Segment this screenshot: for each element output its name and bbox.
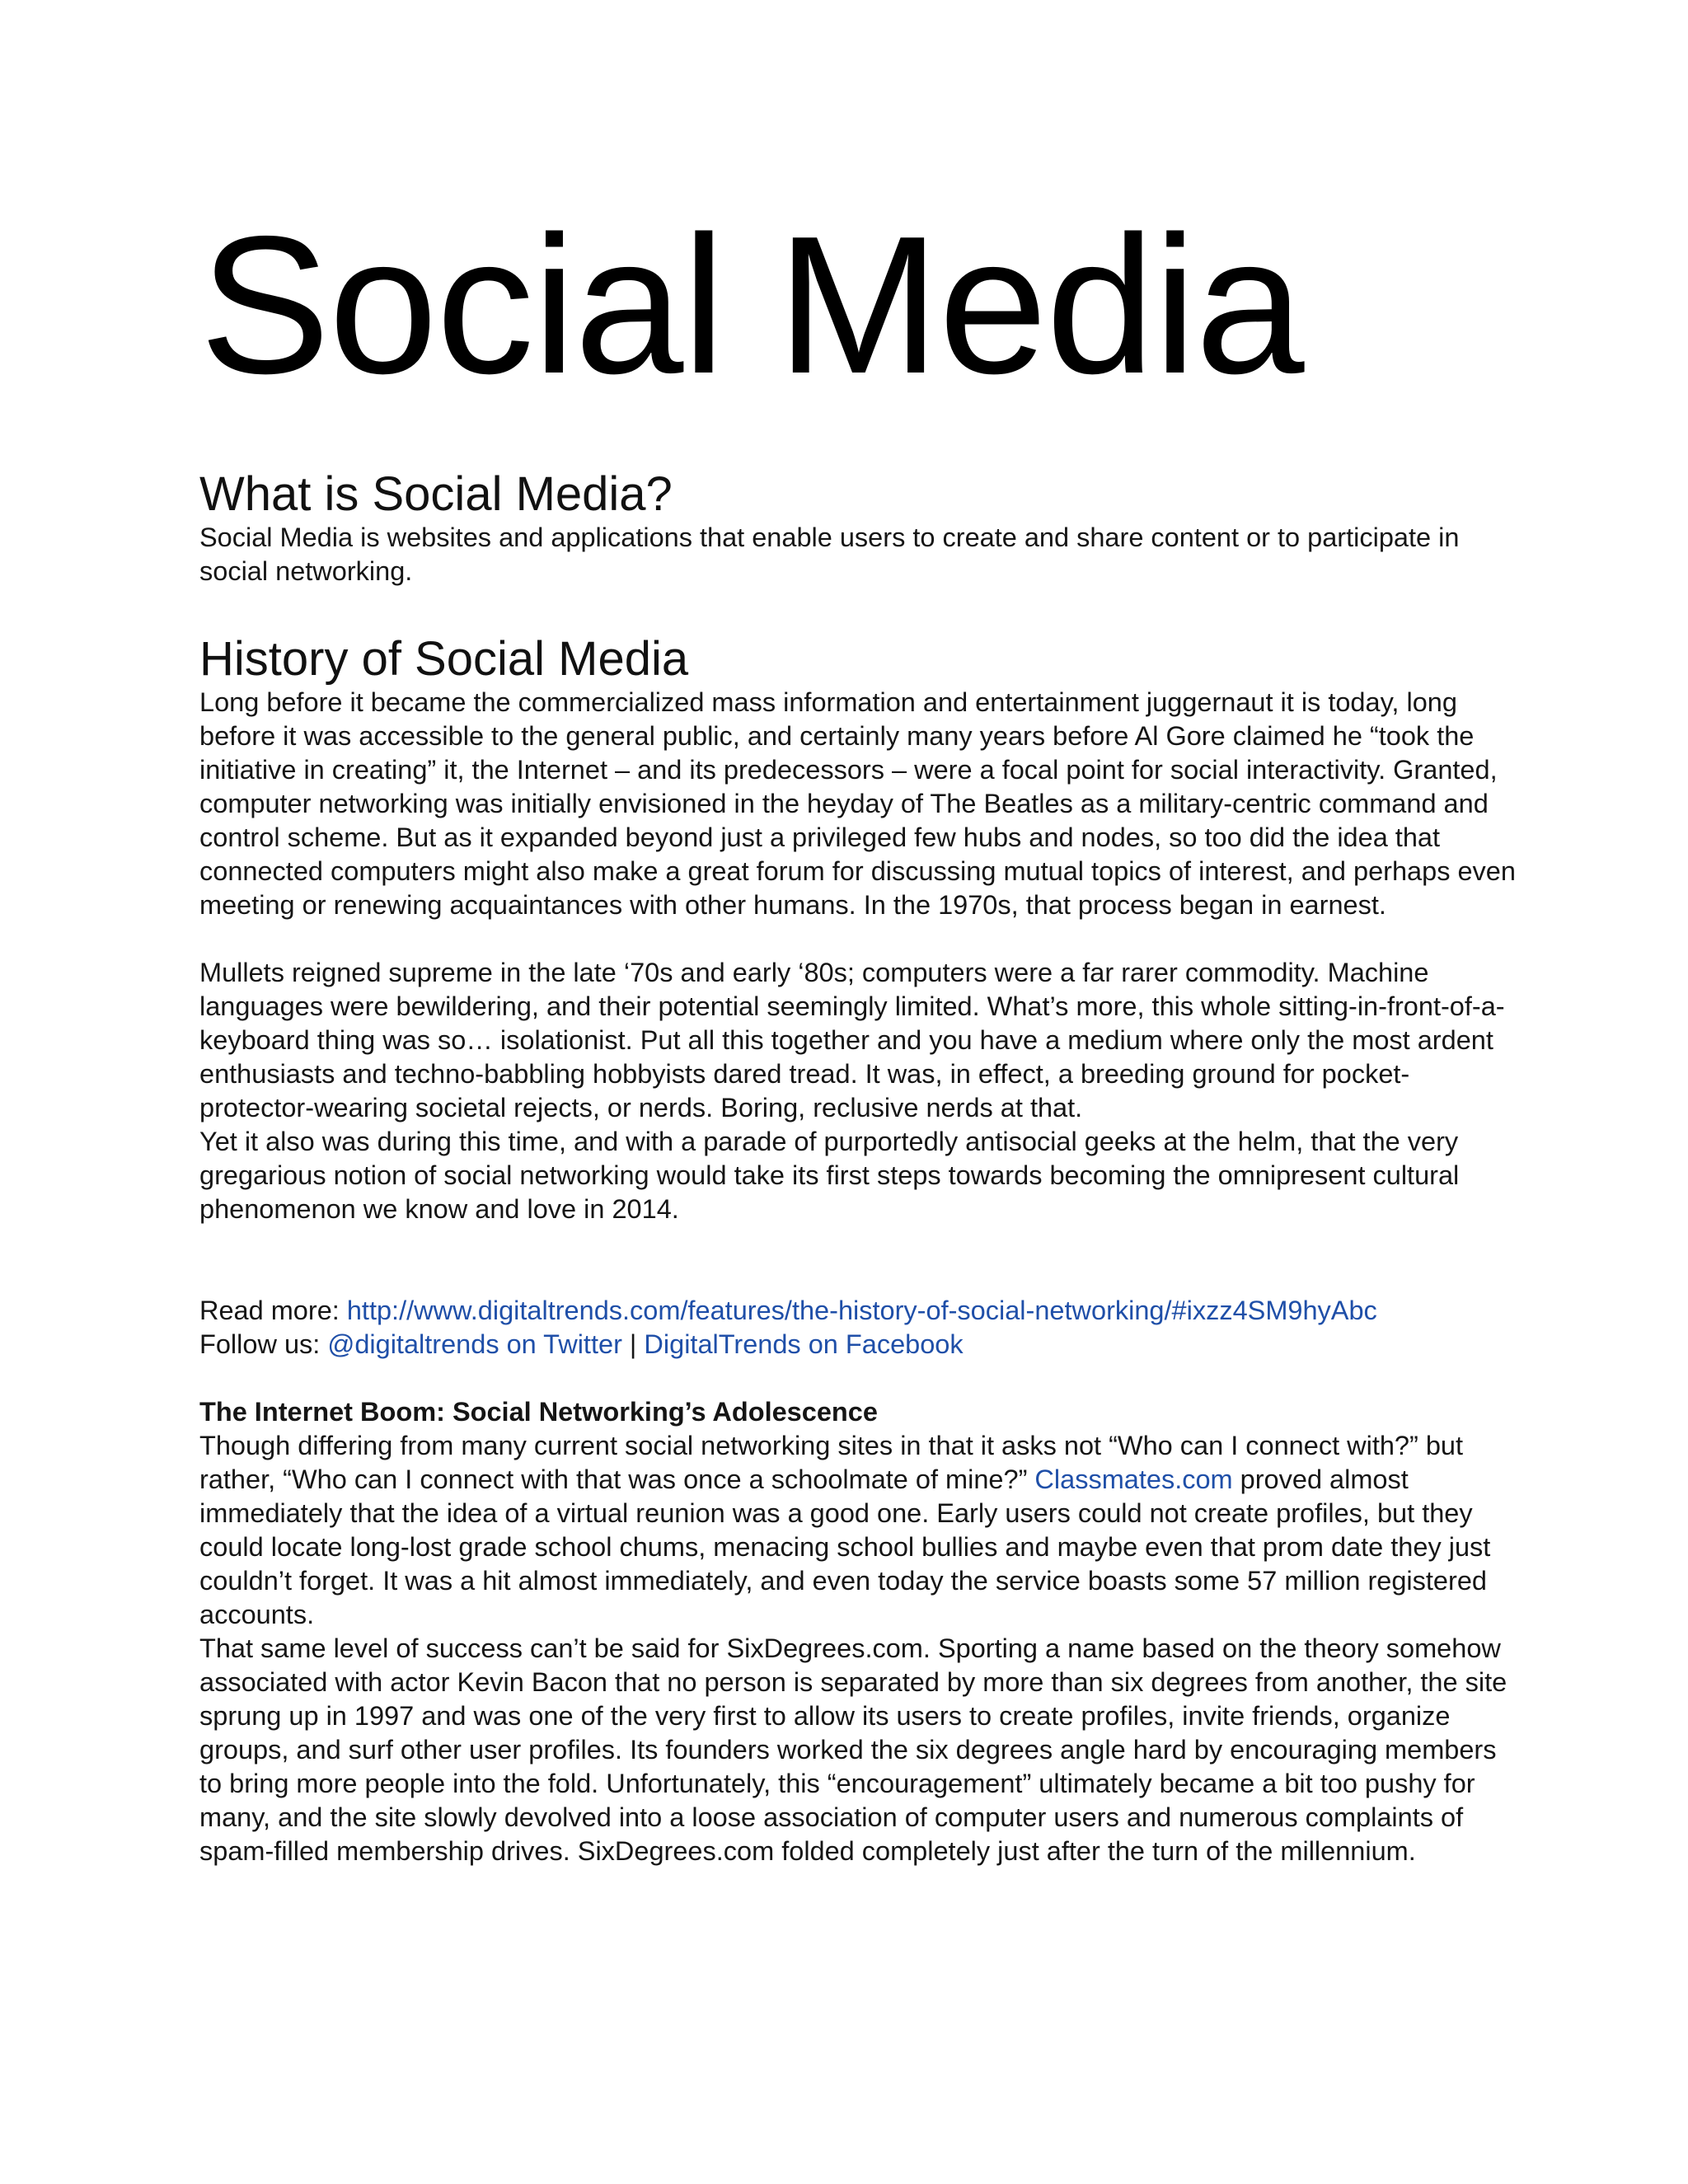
read-more-label: Read more: [199,1295,347,1325]
facebook-link[interactable]: DigitalTrends on Facebook [644,1329,964,1359]
document-body [199,196,1518,1868]
section-heading-history: History of Social Media [199,631,689,686]
read-more-line [199,1294,1518,1328]
follow-separator: | [621,1329,645,1359]
page-title: Social Media [199,196,1303,415]
twitter-link[interactable]: @digitaltrends on Twitter [327,1329,622,1359]
section-heading-internet-boom: The Internet Boom: Social Networking’s Adolescence [199,1396,878,1427]
classmates-link[interactable]: Classmates.com [1034,1464,1233,1494]
classmates-text-after: proved almost immediately that the idea of a virtual reunion was a good one. Early users could not create profiles, but they could locate long-lost grade school chums, menacing school bullies and maybe even that prom date they just couldn’t forget. It was a hit almost immediately, and even today the service boasts some 57 million registered accounts. [199,1464,1491,1629]
paragraph-definition: Social Media is websites and applications that enable users to create and share content or to participate in social networking. [199,522,1460,586]
paragraph-history-3: Yet it also was during this time, and with a parade of purportedly antisocial geeks at the helm, that the very gregarious notion of social networking would take its first steps towards becoming the omnipresent cultural phenomenon we know and love in 2014. [199,1126,1460,1224]
paragraph-sixdegrees: That same level of success can’t be said for SixDegrees.com. Sporting a name based on the theory somehow associated with actor Kevin Bacon that no person is separated by more than six degrees from another, the site sprung up in 1997 and was one of the very first to allow its users to create profiles, invite friends, organize groups, and surf other user profiles. Its founders worked the six degrees angle hard by encouraging members to bring more people into the fold. Unfortunately, this “encouragement” ultimately became a bit too pushy for many, and the site slowly devolved into a loose association of computer users and numerous complaints of spam-filled membership drives. SixDegrees.com folded completely just after the turn of the millennium. [199,1633,1507,1866]
paragraph-history-2: Mullets reigned supreme in the late ‘70s and early ‘80s; computers were a far rarer commodity. Machine languages were bewildering, and their potential seemingly limited. What’s more, this whole sitting-in-front-of-a-keyboard thing was so… isolationist. Put all this together and you have a medium where only the most ardent enthusiasts and techno-babbling hobbyists dared tread. It was, in effect, a breeding ground for pocket-protector-wearing societal rejects, or nerds. Boring, reclusive nerds at that. [199,957,1505,1122]
section-heading-what-is: What is Social Media? [199,467,673,521]
read-more-link[interactable]: http://www.digitaltrends.com/features/the-history-of-social-networking/#ixzz4SM9hyAbc [346,1295,1377,1325]
follow-line [199,1328,1518,1361]
paragraph-classmates [199,1429,1518,1632]
paragraph-history-1: Long before it became the commercialized mass information and entertainment juggernaut it is today, long before it was accessible to the general public, and certainly many years before Al Gore claimed he “took the initiative in creating” it, the Internet – and its predecessors – were a focal point for social interactivity. Granted, computer networking was initially envisioned in the heyday of The Beatles as a military-centric command and control scheme. But as it expanded beyond just a privileged few hubs and nodes, so too did the idea that connected computers might also make a great forum for discussing mutual topics of interest, and perhaps even meeting or renewing acquaintances with other humans. In the 1970s, that process began in earnest. [199,687,1516,920]
follow-label: Follow us: [199,1329,328,1359]
classmates-text-before: Though differing from many current social networking sites in that it asks not “Who can I connect with?” but rather, “Who can I connect with that was once a schoolmate of mine?” [199,1430,1464,1494]
